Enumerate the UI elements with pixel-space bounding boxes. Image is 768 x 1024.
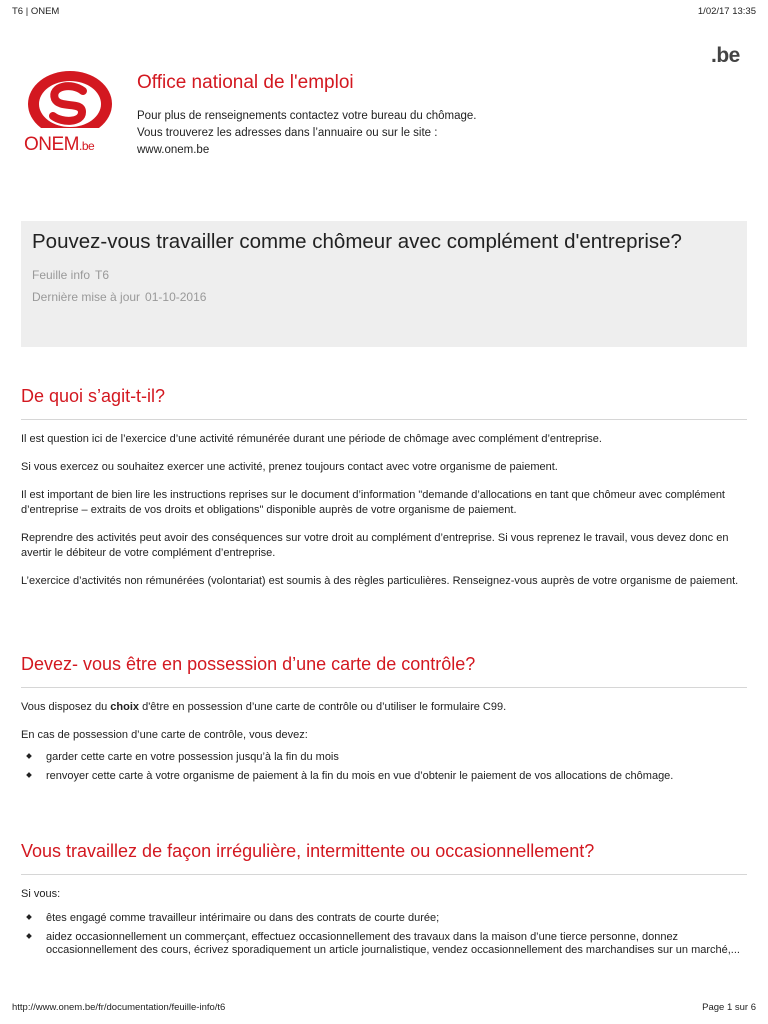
updated-value: 01-10-2016: [145, 290, 207, 304]
list-item-text: êtes engagé comme travailleur intérimaire ou dans des contrats de courte durée;: [46, 912, 440, 924]
list-item: [21, 931, 747, 957]
sheet-value: T6: [95, 268, 110, 282]
diamond-bullet-icon: [26, 933, 32, 939]
contact-website-link[interactable]: www.onem.be: [137, 144, 210, 156]
print-header-title: T6 | ONEM: [12, 6, 60, 17]
print-header-date: 1/02/17 13:35: [697, 6, 756, 17]
bullet-list: [21, 751, 747, 783]
list-item: [21, 751, 747, 764]
logo-suffix: .be: [79, 139, 95, 153]
update-meta: [32, 286, 736, 308]
section-what-is-it: [21, 385, 747, 589]
onem-logo[interactable]: [20, 70, 120, 156]
section-control-card: [21, 653, 747, 789]
diamond-bullet-icon: [26, 753, 32, 759]
list-item: [21, 912, 747, 925]
paragraph: [21, 700, 747, 715]
paragraph: Reprendre des activités peut avoir des conséquences sur votre droit au complément d’entreprise. Si vous reprenez le travail, vous devez donc en avertir le débiteur de votre complément d’entreprise.: [21, 532, 729, 559]
list-item-text: aidez occasionnellement un commerçant, effectuez occasionnellement des travaux dans la maison d’une tierce personne, donnez occasionnellement des cours, écrivez sporadiquement un article journalistique, vendez occasionnellement des marchandises sur un marché,...: [46, 931, 740, 956]
emphasis-choice: choix: [110, 701, 140, 713]
list-item: [21, 770, 747, 783]
print-footer-url: http://www.onem.be/fr/documentation/feuille-info/t6: [12, 1002, 226, 1013]
paragraph: Il est important de bien lire les instructions reprises sur le document d’information "demande d’allocations en tant que chômeur avec complément d’entreprise – extraits de vos droits et obligations" disponible auprès de votre organisme de paiement.: [21, 489, 725, 516]
bullet-list: [21, 912, 747, 957]
list-item-text: garder cette carte en votre possession jusqu’à la fin du mois: [46, 751, 339, 763]
logo-wordmark: ONEM: [24, 134, 79, 155]
paragraph: L’exercice d’activités non rémunérées (volontariat) est soumis à des règles particulières. Renseignez-vous auprès de votre organisme de paiement.: [21, 575, 739, 587]
print-header: [12, 6, 756, 17]
updated-label: Dernière mise à jour: [32, 290, 141, 304]
section-heading: De quoi s’agit-t-il?: [21, 385, 747, 420]
section-heading: Devez- vous être en possession d’une carte de contrôle?: [21, 653, 747, 688]
section-heading: Vous travaillez de façon irrégulière, intermittente ou occasionnellement?: [21, 840, 747, 875]
text-run: d'être en possession d’une carte de contrôle ou d’utiliser le formulaire C99.: [139, 701, 507, 713]
section-irregular-work: [21, 840, 747, 963]
page-number: Page 1 sur 6: [702, 1002, 756, 1013]
contact-line: Pour plus de renseignements contactez votre bureau du chômage.: [137, 110, 477, 122]
paragraph: En cas de possession d’une carte de contrôle, vous devez:: [21, 729, 308, 741]
org-contact: [137, 108, 476, 159]
paragraph: Si vous exercez ou souhaitez exercer une activité, prenez toujours contact avec votre organisme de paiement.: [21, 461, 558, 473]
list-item-text: renvoyer cette carte à votre organisme de paiement à la fin du mois en vue d’obtenir le paiement de vos allocations de chômage.: [46, 770, 674, 782]
paragraph: Si vous:: [21, 888, 61, 900]
org-title: Office national de l'emploi: [137, 72, 354, 93]
sheet-label: Feuille info: [32, 268, 91, 282]
print-footer: [12, 1002, 756, 1013]
paragraph: Il est question ici de l’exercice d’une activité rémunérée durant une période de chômage avec complément d’entreprise.: [21, 433, 602, 445]
onem-logo-icon: [20, 70, 120, 156]
diamond-bullet-icon: [26, 772, 32, 778]
diamond-bullet-icon: [26, 914, 32, 920]
page-title: Pouvez-vous travailler comme chômeur avec complément d'entreprise?: [32, 230, 682, 253]
text-run: Vous disposez du: [21, 701, 111, 713]
be-badge[interactable]: .be: [711, 44, 740, 67]
sheet-meta: [32, 264, 736, 286]
document-title-box: [21, 221, 747, 347]
contact-line: Vous trouverez les adresses dans l’annuaire ou sur le site :: [137, 127, 438, 139]
